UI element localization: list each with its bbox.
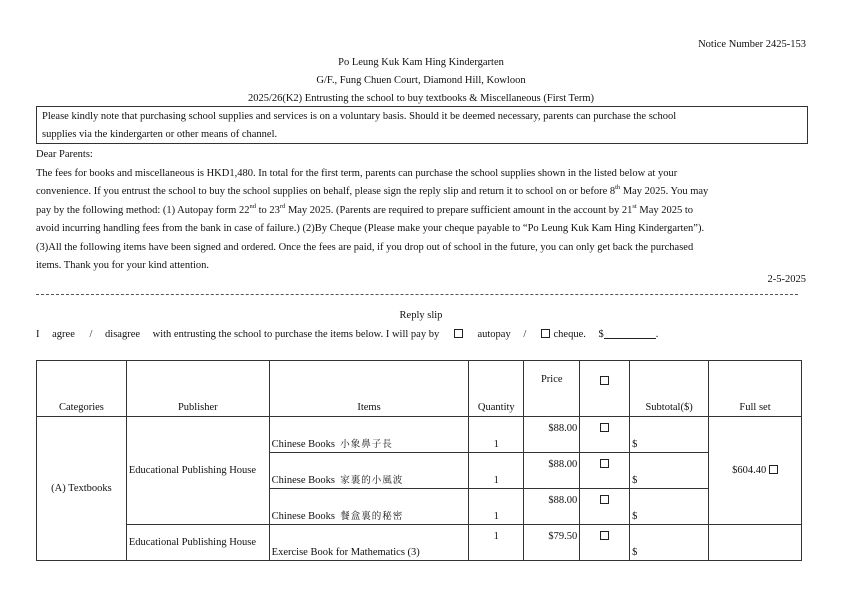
reply-statement bbox=[36, 328, 658, 340]
reply-i: I bbox=[36, 329, 40, 340]
quantity-cell: 1 bbox=[469, 453, 524, 489]
header-categories: Categories bbox=[37, 361, 127, 417]
voluntary-notice-line-1: Please kindly note that purchasing school supplies and services is on a voluntary basis. Should it be deemed necessary, parents can purchase the school bbox=[42, 111, 677, 122]
notice-subject: 2025/26(K2) Entrusting the school to buy textbooks & Miscellaneous (First Term) bbox=[247, 93, 595, 104]
school-name: Po Leung Kuk Kam Hing Kindergarten bbox=[338, 57, 504, 68]
item-checkbox[interactable] bbox=[600, 423, 609, 432]
quantity-cell: 1 bbox=[469, 489, 524, 525]
reply-slash-1: / bbox=[89, 329, 93, 340]
voluntary-notice-line-2: supplies via the kindergarten or other means of channel. bbox=[42, 129, 278, 140]
autopay-checkbox[interactable] bbox=[454, 329, 463, 338]
quantity-cell: 1 bbox=[469, 417, 524, 453]
notice-number: Notice Number 2425-153 bbox=[698, 39, 806, 50]
cheque-checkbox[interactable] bbox=[541, 329, 550, 338]
letter-body bbox=[36, 146, 806, 276]
item-cell: Exercise Book for Mathematics (3) bbox=[269, 525, 469, 561]
subtotal-cell[interactable]: $ bbox=[630, 525, 709, 561]
reply-end-period: . bbox=[655, 329, 659, 340]
item-cell: Chinese Books 小象鼻子長 bbox=[269, 417, 469, 453]
header-price: Price bbox=[524, 361, 580, 417]
price-cell: $88.00 bbox=[524, 417, 580, 453]
fullset-value: $604.40 bbox=[732, 465, 767, 476]
header-fullset: Full set bbox=[709, 361, 802, 417]
header-publisher: Publisher bbox=[126, 361, 269, 417]
price-cell: $79.50 bbox=[524, 525, 580, 561]
items-table bbox=[36, 360, 802, 561]
subtotal-cell[interactable]: $ bbox=[630, 453, 709, 489]
publisher-cell: Educational Publishing House bbox=[126, 417, 269, 525]
item-checkbox[interactable] bbox=[600, 459, 609, 468]
cheque-label: cheque. bbox=[553, 329, 586, 340]
publisher-cell: Educational Publishing House bbox=[126, 525, 269, 561]
category-cell: (A) Textbooks bbox=[37, 417, 127, 561]
item-cell: Chinese Books 餐盒裏的秘密 bbox=[269, 489, 469, 525]
letter-line-3: pay by the following method: (1) Autopay form 22nd to 23rd May 2025. (Parents are required to prepare sufficient amount in the account by 21st May 2025 to bbox=[36, 202, 694, 216]
greeting: Dear Parents: bbox=[36, 149, 93, 160]
school-address: G/F., Fung Chuen Court, Diamond Hill, Kowloon bbox=[316, 75, 526, 86]
cut-line bbox=[36, 294, 798, 295]
autopay-label: autopay bbox=[477, 329, 511, 340]
disagree-option[interactable]: disagree bbox=[105, 329, 141, 340]
voluntary-notice-box bbox=[36, 106, 808, 144]
item-checkbox[interactable] bbox=[600, 531, 609, 540]
fullset-checkbox[interactable] bbox=[769, 465, 778, 474]
table-row bbox=[37, 417, 802, 453]
letter-line-2: convenience. If you entrust the school to buy the school supplies on behalf, please sign the reply slip and return it to school on or before 8th May 2025. You may bbox=[36, 184, 709, 197]
letter-line-4: avoid incurring handling fees from the bank in case of failure.) (2)By Cheque (Please make your cheque payable to “Po Leung Kuk Kam Hing Kindergarten”). bbox=[36, 223, 705, 234]
fullset-empty-cell bbox=[709, 525, 802, 561]
reply-slash-2: / bbox=[523, 329, 527, 340]
select-cell bbox=[580, 453, 630, 489]
header-subtotal: Subtotal($) bbox=[630, 361, 709, 417]
select-cell bbox=[580, 525, 630, 561]
subtotal-cell[interactable]: $ bbox=[630, 417, 709, 453]
select-all-checkbox[interactable] bbox=[600, 376, 609, 385]
reply-slip-title: Reply slip bbox=[399, 310, 443, 321]
letter-line-5: (3)All the following items have been signed and ordered. Once the fees are paid, if you drop out of school in the future, you can only get back the purchased bbox=[36, 241, 694, 253]
header-select-all bbox=[580, 361, 630, 417]
table-header-row bbox=[37, 361, 802, 417]
amount-field[interactable] bbox=[604, 328, 656, 339]
item-cell: Chinese Books 家裏的小風波 bbox=[269, 453, 469, 489]
header-items: Items bbox=[269, 361, 469, 417]
fullset-cell bbox=[709, 417, 802, 525]
table-row bbox=[37, 525, 802, 561]
letter-line-1: The fees for books and miscellaneous is HKD1,480. In total for the first term, parents can purchase the school supplies shown in the listed below at your bbox=[36, 167, 678, 179]
price-cell: $88.00 bbox=[524, 453, 580, 489]
select-cell bbox=[580, 489, 630, 525]
agree-option[interactable]: agree bbox=[52, 329, 75, 340]
quantity-cell: 1 bbox=[469, 525, 524, 561]
letter-line-6: items. Thank you for your kind attention. bbox=[36, 260, 210, 271]
amount-dollar: $ bbox=[598, 329, 604, 340]
header-quantity: Quantity bbox=[469, 361, 524, 417]
subtotal-cell[interactable]: $ bbox=[630, 489, 709, 525]
select-cell bbox=[580, 417, 630, 453]
letter-date: 2-5-2025 bbox=[767, 274, 806, 285]
price-cell: $88.00 bbox=[524, 489, 580, 525]
reply-text: with entrusting the school to purchase the items below. I will pay by bbox=[152, 329, 440, 340]
item-checkbox[interactable] bbox=[600, 495, 609, 504]
